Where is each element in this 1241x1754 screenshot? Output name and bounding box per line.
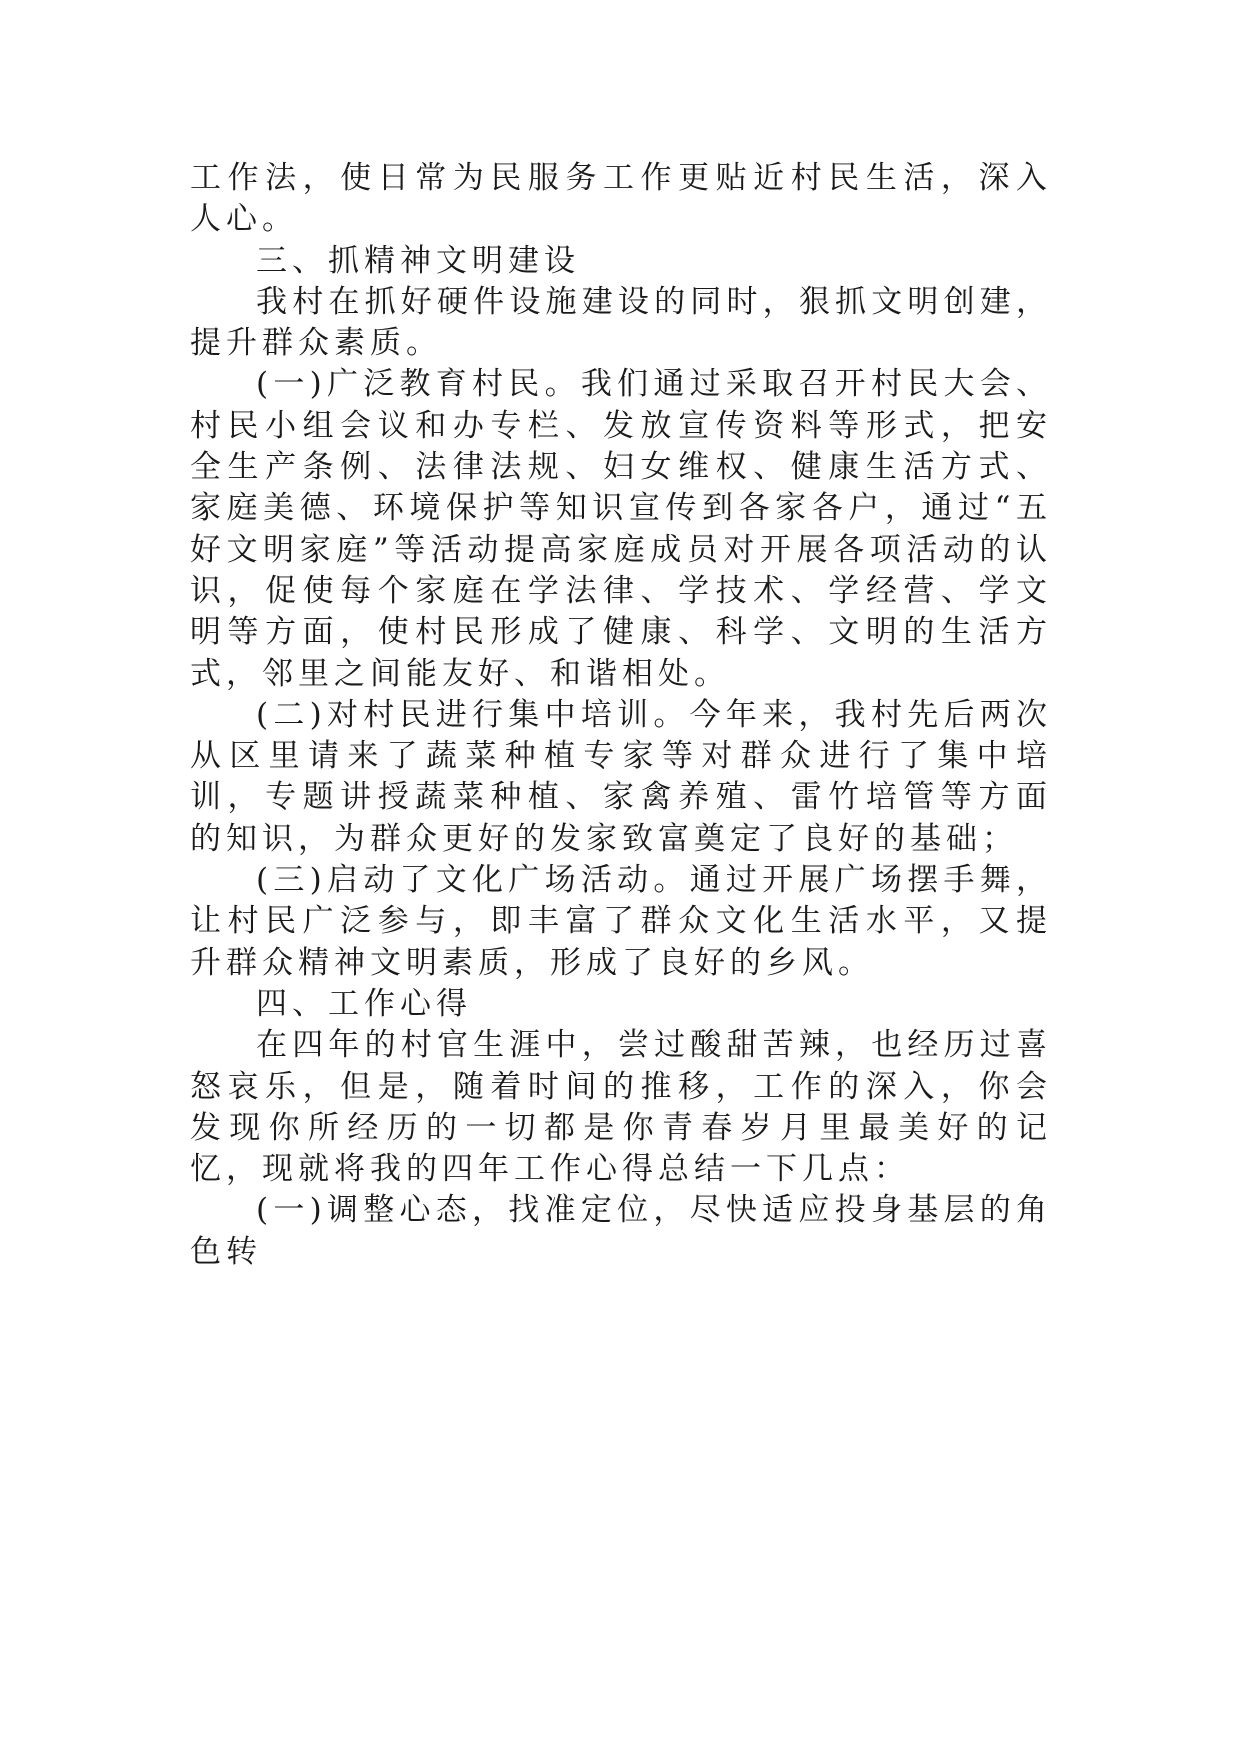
paragraph-tip-1: (一)调整心态，找准定位，尽快适应投身基层的角色转 [190,1192,1052,1270]
section-heading-4: 四、工作心得 [256,985,472,1022]
paragraph-continuation: 工作法，使日常为民服务工作更贴近村民生活，深入人心。 [190,160,1052,238]
paragraph-reflection: 在四年的村官生涯中，尝过酸甜苦辣，也经历过喜怒哀乐，但是，随着时间的推移，工作的深入，你会发现你所经历的一切都是你青春岁月里最美好的记忆，现就将我的四年工作心得总结一下几点： [190,1027,1052,1188]
paragraph-item-3: (三)启动了文化广场活动。通过开展广场摆手舞，让村民广泛参与，即丰富了群众文化生活水平，又提升群众精神文明素质，形成了良好的乡风。 [190,862,1052,981]
paragraph-intro: 我村在抓好硬件设施建设的同时，狠抓文明创建，提升群众素质。 [190,283,1052,362]
section-heading-3: 三、抓精神文明建设 [256,242,580,279]
paragraph-item-2: (二)对村民进行集中培训。今年来，我村先后两次从区里请来了蔬菜种植专家等对群众进行了集中培训，专题讲授蔬菜种植、家禽养殖、雷竹培管等方面的知识，为群众更好的发家致富奠定了良好的基础； [190,696,1052,857]
paragraph-item-1: (一)广泛教育村民。我们通过采取召开村民大会、村民小组会议和办专栏、发放宣传资料等形式，把安全生产条例、法律法规、妇女维权、健康生活方式、家庭美德、环境保护等知识宣传到各家各户，通过“五好文明家庭”等活动提高家庭成员对开展各项活动的认识，促使每个家庭在学法律、学技术、学经营、学文明等方面，使村民形成了健康、科学、文明的生活方式，邻里之间能友好、和谐相处。 [190,366,1052,692]
document-page [190,158,1052,1273]
